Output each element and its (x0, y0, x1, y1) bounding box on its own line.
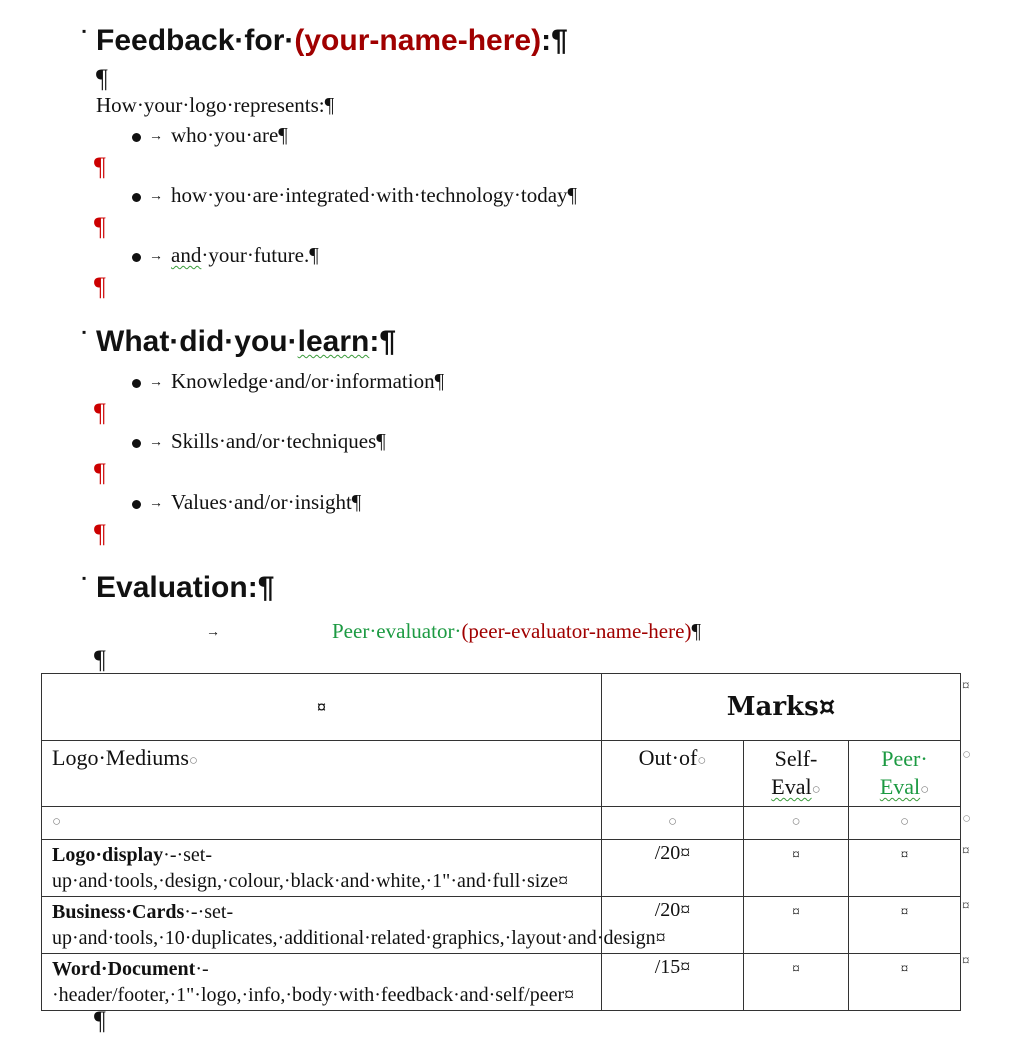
list-item-text: who·you·are¶ (171, 123, 288, 147)
peer-eval-cell[interactable] (849, 840, 961, 897)
column-label: Peer· (881, 746, 928, 771)
criteria-description: ·-·header/footer,·1"·logo,·info,·body·with·feedback·and·self/peer¤ (52, 958, 575, 1006)
column-label: Eval (771, 774, 812, 799)
tab-arrow-icon: → (149, 496, 163, 512)
heading-text: Feedback·for· (96, 24, 295, 57)
row-end-mark: ¤ (962, 953, 970, 969)
table-cell[interactable] (602, 807, 744, 840)
criteria-name: Word·Document (52, 958, 196, 980)
heading-evaluation (82, 571, 275, 605)
cell-end-mark: ○ (791, 814, 801, 830)
list-item-text: Skills·and/or·techniques¶ (171, 429, 386, 453)
cell-end-mark: ○ (811, 782, 821, 798)
peer-name-placeholder[interactable]: (peer-evaluator-name-here) (461, 619, 692, 643)
column-peer-eval[interactable] (849, 741, 961, 807)
cell-end-mark: ○ (697, 753, 707, 769)
pilcrow: ¶ (691, 619, 701, 643)
criteria-name: Logo·display (52, 844, 164, 866)
list-item (132, 490, 361, 515)
list-item-text: Knowledge·and/or·information¶ (171, 369, 445, 393)
header-left-cell[interactable]: ¤ (42, 674, 602, 741)
table-row (42, 954, 961, 1011)
keep-with-next-mark: ▪ (82, 325, 87, 339)
cell-end-mark: ¤ (900, 961, 909, 977)
out-of-cell[interactable]: /20¤ (602, 840, 744, 897)
self-eval-cell[interactable] (744, 840, 849, 897)
heading-learn (82, 325, 397, 359)
self-eval-cell[interactable] (744, 954, 849, 1011)
intro-text: How·your·logo·represents:¶ (96, 93, 335, 117)
row-end-mark: ¤ (962, 843, 970, 859)
list-item (132, 429, 386, 454)
list-item-text: how·you·are·integrated·with·technology·today¶ (171, 183, 578, 207)
cell-end-mark: ¤ (900, 847, 909, 863)
cell-end-mark: ○ (188, 753, 198, 769)
red-pilcrow: ¶ (94, 398, 106, 427)
list-item (132, 123, 288, 148)
tab-arrow-icon: → (149, 129, 163, 145)
criteria-cell[interactable] (42, 897, 666, 954)
table-row (42, 807, 961, 840)
row-end-mark: ○ (962, 811, 972, 827)
cell-end-mark: ○ (920, 782, 930, 798)
out-of-cell[interactable]: /20¤ (602, 897, 744, 954)
cell-end-mark: ○ (52, 814, 62, 830)
column-label: Eval (879, 774, 921, 799)
final-pilcrow: ¶ (94, 1006, 106, 1035)
heading-end: :¶ (369, 325, 397, 358)
red-pilcrow: ¶ (94, 519, 106, 548)
list-item-text: ·your·future.¶ (201, 243, 319, 267)
tab-arrow-icon: → (149, 435, 163, 451)
criteria-description: ·-·set-up·and·tools,·design,·colour,·black·and·white,·1"·and·full·size¤ (52, 844, 569, 892)
table-cell[interactable] (744, 807, 849, 840)
row-end-mark: ¤ (962, 678, 970, 694)
column-out-of[interactable] (602, 741, 744, 807)
heading-text: What·did·you· (96, 325, 298, 358)
marks-header-cell[interactable]: Marks¤ (602, 674, 961, 741)
table-column-row (42, 741, 961, 807)
list-item-text-flagged: and (171, 243, 202, 267)
heading-text: Evaluation:¶ (96, 571, 275, 604)
bullet-icon (132, 379, 141, 388)
cell-end-mark: ¤ (900, 904, 909, 920)
table-row (42, 897, 961, 954)
peer-evaluator-label: Peer·evaluator· (332, 619, 462, 643)
red-pilcrow: ¶ (94, 152, 106, 181)
tab-arrow-icon: → (149, 249, 163, 265)
criteria-description: ·-·set-up·and·tools,·10·duplicates,·additional·related·graphics,·layout·and·design¤ (52, 901, 666, 949)
column-label: Self- (774, 746, 818, 771)
list-item (132, 243, 319, 268)
empty-paragraph: ¶ (94, 645, 106, 674)
marks-table (41, 673, 961, 1011)
keep-with-next-mark: ▪ (82, 571, 87, 585)
table-header-row (42, 674, 961, 741)
table-cell[interactable] (849, 807, 961, 840)
row-end-mark: ○ (962, 747, 972, 763)
criteria-cell[interactable] (42, 840, 602, 897)
name-placeholder[interactable]: (your-name-here) (294, 24, 542, 57)
peer-eval-cell[interactable] (849, 954, 961, 1011)
bullet-icon (132, 500, 141, 509)
column-self-eval[interactable] (744, 741, 849, 807)
bullet-icon (132, 133, 141, 142)
red-pilcrow: ¶ (94, 272, 106, 301)
heading-end: :¶ (541, 24, 568, 57)
criteria-name: Business·Cards (52, 901, 185, 923)
cell-end-mark: ¤ (792, 847, 800, 863)
tab-arrow-icon: → (149, 375, 163, 391)
peer-evaluator-text (332, 619, 701, 644)
peer-eval-cell[interactable] (849, 897, 961, 954)
table-cell[interactable] (42, 807, 602, 840)
cell-end-mark: ○ (667, 814, 678, 830)
bullet-icon (132, 253, 141, 262)
out-of-cell[interactable]: /15¤ (602, 954, 744, 1011)
keep-with-next-mark: ▪ (82, 24, 87, 38)
cell-end-mark: ¤ (792, 961, 800, 977)
list-item (132, 183, 577, 208)
empty-paragraph: ¶ (96, 64, 108, 93)
column-label: Out·of (638, 745, 698, 770)
row-end-mark: ¤ (962, 898, 970, 914)
red-pilcrow: ¶ (94, 458, 106, 487)
list-item (132, 369, 444, 394)
cell-end-mark: ○ (899, 814, 910, 830)
cell-end-mark: ¤ (792, 904, 800, 920)
heading-feedback (82, 24, 568, 58)
criteria-cell[interactable] (42, 954, 602, 1011)
red-pilcrow: ¶ (94, 212, 106, 241)
table-row (42, 840, 961, 897)
bullet-icon (132, 439, 141, 448)
column-criteria[interactable] (42, 741, 602, 807)
heading-text-flagged: learn (297, 325, 370, 358)
tab-arrow-icon: → (206, 625, 220, 641)
list-item-text: Values·and/or·insight¶ (171, 490, 362, 514)
column-label: Logo·Mediums (52, 745, 189, 770)
tab-arrow-icon: → (149, 189, 163, 205)
self-eval-cell[interactable] (744, 897, 849, 954)
peer-evaluator-line (206, 619, 228, 644)
bullet-icon (132, 193, 141, 202)
